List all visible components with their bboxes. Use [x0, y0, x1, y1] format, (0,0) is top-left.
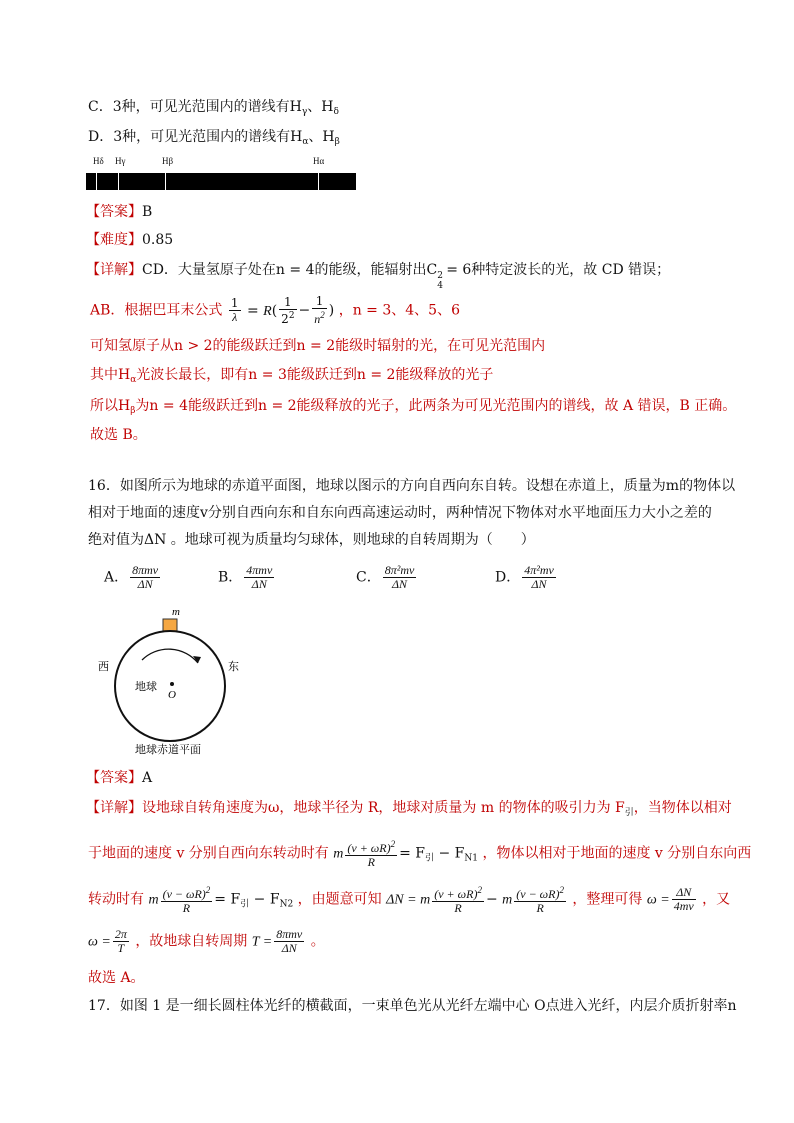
- option-c: C．3种，可见光范围内的谱线有$H_\gamma$、$H_\delta$: [88, 99, 339, 117]
- fig-label-o: O: [168, 689, 176, 701]
- spectrum-label-hgamma: Hγ: [115, 156, 126, 166]
- fig-caption: 地球赤道平面: [135, 743, 201, 756]
- q15-detail-line1: 【详解】CD．大量氢原子处在n = 4的能级，能辐射出C 2 4 = 6种特定波长的光，故 CD 错误；: [86, 262, 671, 291]
- fig-label-m: m: [172, 606, 180, 618]
- q16-option-b: B． $\frac{\text{4πmv}}{\Delta N}$: [218, 563, 273, 591]
- q16-detail-line3: 转动时有 m $\frac{(v - \omega R)^2}{R}$ = $F_引 - F_{N2}$ ，由题意可知 ΔN = m $\frac{(v + \omega R)^2}{R}$ − m $\frac{(v - \omega R)^2}{R}$ ，整理可得 ω = $\frac{\Delta N}{4mv}$ ，又: [88, 885, 731, 915]
- q15-detail-line5: 所以$H_\beta$为n = 4能级跃迁到n = 2能级释放的光子，此两条为可见光范围内的谱线，故 A 错误，B 正确。: [90, 398, 737, 416]
- rotation-arrow: [142, 649, 198, 663]
- q16-conclusion: 故选 A。: [88, 970, 145, 986]
- q15-detail-line2: AB．根据巴耳末公式 $\frac{1}{\lambda}$ = R( $\frac{1}{2^2}$ − $\frac{1}{n^2}$ ) ，n = 3、4、5、6: [90, 294, 460, 326]
- spectrum-line-hdelta: [96, 173, 97, 190]
- q16-option-c: C． $\frac{\text{8π²mv}}{\Delta N}$: [356, 563, 415, 591]
- spectrum-label-halpha: Hα: [313, 156, 325, 166]
- option-d: D．3种，可见光范围内的谱线有$H_\alpha$、$H_\beta$: [88, 129, 340, 147]
- spectrum-line-hgamma: [118, 173, 119, 190]
- q15-detail-line4: 其中$H_\alpha$光波长最长，即有n = 3能级跃迁到n = 2能级释放的光子: [90, 367, 494, 385]
- q17-stem: 17．如图 1 是一细长圆柱体光纤的横截面，一束单色光从光纤左端中心 O点进入光纤，内层介质折射率n: [88, 998, 737, 1014]
- q15-answer: 【答案】B: [86, 204, 153, 220]
- q15-detail-line3: 可知氢原子从n > 2的能级跃迁到n = 2能级时辐射的光，在可见光范围内: [90, 338, 546, 354]
- spectrum-label-hdelta: Hδ: [93, 156, 104, 166]
- q16-detail-line2: 于地面的速度 v 分别自西向东转动时有 m $\frac{(v + \omega R)^2}{R}$ = $F_引 - F_{N1}$ ，物体以相对于地面的速度 v 分别自东向西: [88, 839, 752, 869]
- earth-circle: [115, 631, 225, 741]
- q16-detail-line4: ω = $\frac{2\pi}{T}$ ，故地球自转周期 T = $\frac{\text{8πmv}}{\Delta N}$ 。: [88, 927, 325, 955]
- q16-option-a: A． $\frac{\text{8πmv}}{\Delta N}$: [104, 563, 159, 591]
- q16-stem-line3: 绝对值为ΔN 。地球可视为质量均匀球体，则地球的自转周期为（ ）: [88, 532, 535, 548]
- earth-equator-figure: [90, 600, 250, 760]
- q16-answer: 【答案】A: [86, 770, 153, 786]
- q16-stem-line2: 相对于地面的速度v分别自西向东和自东向西高速运动时，两种情况下物体对水平地面压力大小之差的: [88, 505, 712, 521]
- spectrum-label-hbeta: Hβ: [162, 156, 174, 166]
- fig-label-earth: 地球: [135, 680, 157, 693]
- spectrum-line-halpha: [318, 173, 319, 190]
- q15-detail-line6: 故选 B。: [90, 427, 147, 443]
- spectrum-line-hbeta: [165, 173, 166, 190]
- q16-detail-line1: 【详解】设地球自转角速度为ω，地球半径为 R，地球对质量为 m 的物体的吸引力为 $F_引$，当物体以相对: [86, 800, 732, 818]
- q16-stem-line1: 16．如图所示为地球的赤道平面图，地球以图示的方向自西向东自转。设想在赤道上，质量为m的物体以: [88, 478, 736, 494]
- q16-option-d: D． $\frac{\text{4π²mv}}{\Delta N}$: [495, 563, 554, 591]
- fig-label-west: 西: [98, 660, 109, 673]
- center-point: [170, 682, 174, 686]
- fig-label-east: 东: [228, 660, 239, 673]
- q15-difficulty: 【难度】0.85: [86, 232, 174, 248]
- mass-block: [163, 619, 177, 631]
- spectrum-bar: [86, 173, 356, 190]
